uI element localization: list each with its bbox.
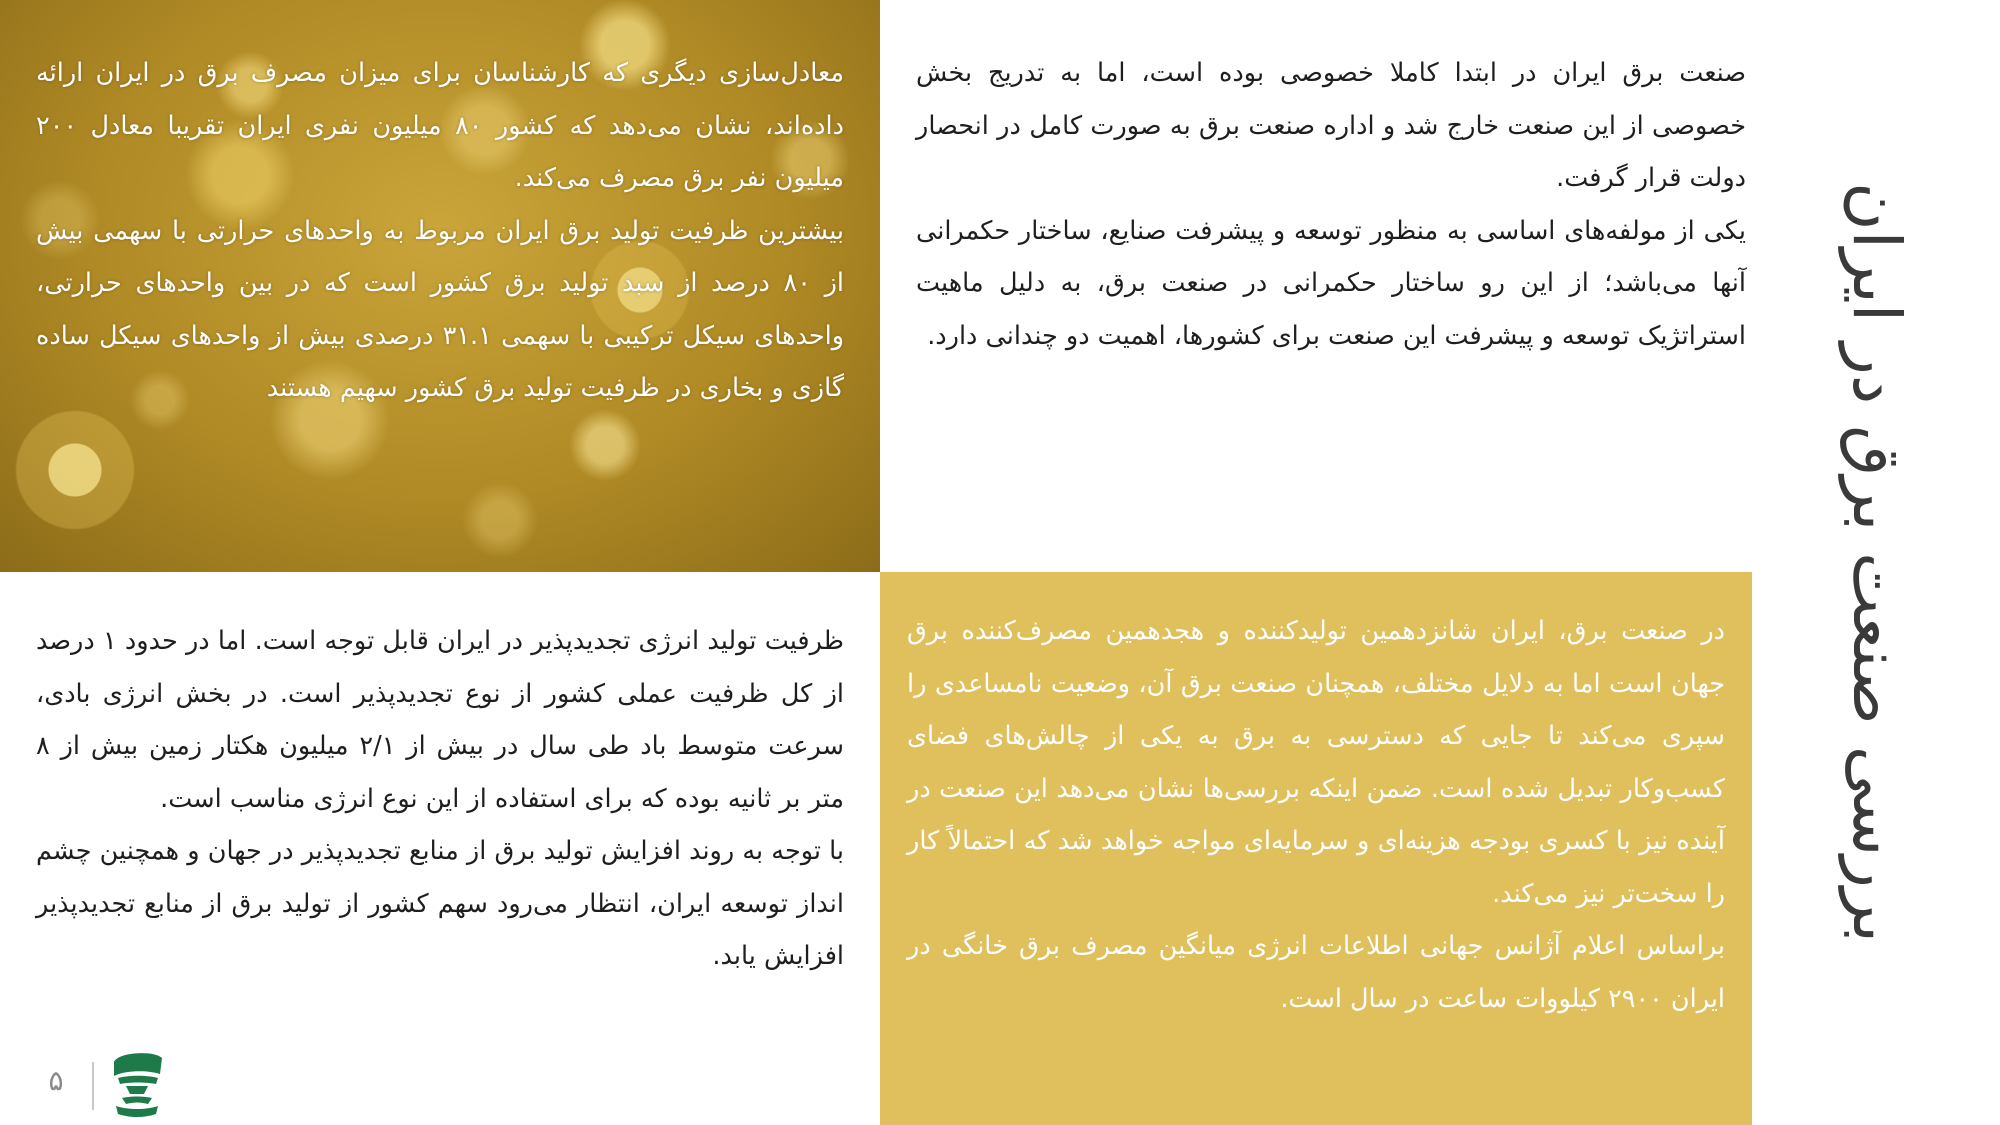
top-right-text-block	[916, 47, 1746, 362]
footer-divider	[92, 1062, 94, 1110]
green-turban-emblem-icon	[108, 1048, 166, 1118]
paragraph: معادل‌سازی دیگری که کارشناسان برای میزان مصرف برق در ایران ارائه داده‌اند، نشان می‌دهد که کشور ۸۰ میلیون نفری ایران تقریبا معادل ۲۰۰ میلیون نفر برق مصرف می‌کند.	[36, 58, 844, 193]
paragraph: یکی از مولفه‌های اساسی به منظور توسعه و پیشرفت صنایع، ساختار حکمرانی آنها می‌باشد؛ از این رو ساختار حکمرانی در صنعت برق، به دلیل ماهیت استراتژیک توسعه و پیشرفت این صنعت برای کشورها، اهمیت دو چندانی دارد.	[916, 215, 1746, 351]
paragraph: ظرفیت تولید انرژی تجدیدپذیر در ایران قابل توجه است. اما در حدود ۱ درصد از کل ظرفیت عملی کشور از نوع تجدیدپذیر است. در بخش انرژی بادی، سرعت متوسط باد طی سال در بیش از ۲/۱ میلیون هکتار زمین بیش از ۸ متر بر ثانیه بوده که برای استفاده از این نوع انرژی مناسب است.	[36, 626, 844, 814]
paragraph: براساس اعلام آژانس جهانی اطلاعات انرژی میانگین مصرف برق خانگی در ایران ۲۹۰۰ کیلووات ساعت در سال است.	[907, 931, 1725, 1014]
title-area	[1752, 0, 2000, 1125]
paragraph: بیشترین ظرفیت تولید برق ایران مربوط به واحدهای حرارتی با سهمی بیش از ۸۰ درصد از سبد تولید برق کشور است که در بین واحدهای حرارتی، واحدهای سیکل ترکیبی با سهمی ۳۱.۱ درصدی بیش از واحدهای سیکل ساده گازی و بخاری در ظرفیت تولید برق کشور سهیم هستند	[36, 215, 845, 403]
page-title: بررسی صنعت برق در ایران	[1837, 182, 1915, 943]
paragraph: با توجه به روند افزایش تولید برق از منابع تجدیدپذیر در جهان و همچنین چشم انداز توسعه ایران، انتظار می‌رود سهم کشور از تولید برق از منابع تجدیدپذیر افزایش یابد.	[36, 836, 844, 971]
bottom-left-text-panel	[0, 572, 880, 1125]
top-left-photo-panel	[0, 0, 880, 572]
top-right-text-panel	[880, 0, 1750, 572]
paragraph: در صنعت برق، ایران شانزدهمین تولیدکننده و هجدهمین مصرف‌کننده برق جهان است اما به دلایل مختلف، همچنان صنعت برق آن، وضعیت نامساعدی را سپری می‌کند تا جایی که دسترسی به برق به یکی از چالش‌های فضای کسب‌وکار تبدیل شده است. ضمن اینکه بررسی‌ها نشان می‌دهد این صنعت در آینده نیز با کسری بودجه هزینه‌ای و سرمایه‌ای مواجه خواهد شد که احتمالاً کار را سخت‌تر نیز می‌کند.	[907, 616, 1725, 909]
top-left-text-block	[36, 47, 844, 415]
bottom-left-text-block	[36, 615, 844, 983]
bottom-right-gold-panel	[880, 572, 1752, 1125]
paragraph: صنعت برق ایران در ابتدا کاملا خصوصی بوده است، اما به تدریج بخش خصوصی از این صنعت خارج شد و اداره صنعت برق به صورت کامل در انحصار دولت قرار گرفت.	[916, 58, 1746, 193]
bottom-right-text-block	[907, 605, 1725, 1025]
page-number: ۵	[48, 1064, 64, 1097]
